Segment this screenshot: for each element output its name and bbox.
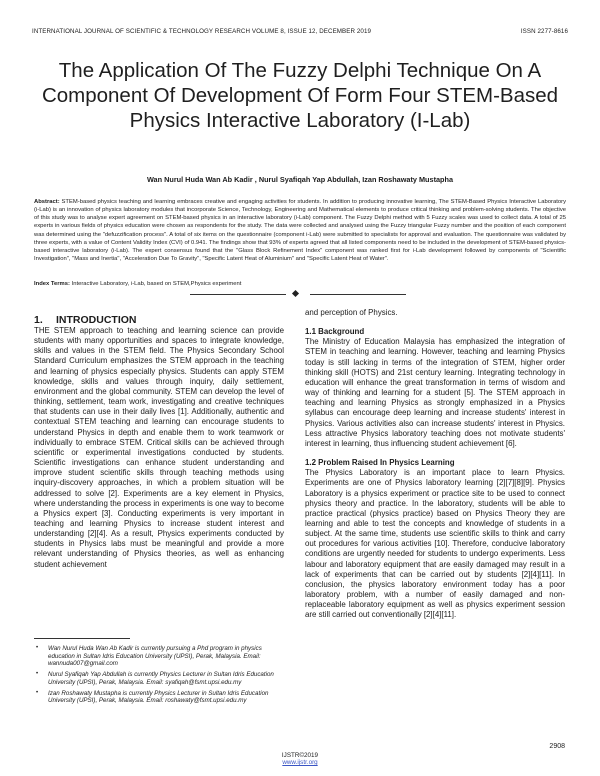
index-terms-label: Index Terms: [34,281,70,287]
footnote-item [34,671,286,686]
page-footer [0,752,600,767]
subsection-heading-background: 1.1 Background [305,327,365,337]
author-footnotes [34,645,286,708]
intro-paragraph: THE STEM approach to teaching and learning science can provide students with many opportunities and spaces to integrate knowledge, skills and values in the STEM field. The Physics Secondary School Standard Curriculum emphasizes the STEM approach in the teaching and learning of physics especially physics. Students can apply STEM knowledge, skills and values through inquiry, daily settlement, environment and the global community. STEM can develop the level of thinking, settlement, team work, investigating and creative techniques that students can use in their daily lives [1]. Additionally, authentic and contextual STEM teaching and learning can encourage students to understand Physics in depth and enable them to work teamwork or individually to embrace STEM. Critical skills can be achieved through scientific or experimental investigations conducted by students. Scientific investigations can enhance student understanding and improve student scientific skills through teaching methods using inquiry-discovery approaches, in which a problem situation will be addressed to solve [2]. Experiments are a key element in Physics, where understanding the process in experiments is one way to become a Physics expert [3]. Conducting experiments is very important in teaching and learning Physics to increase student interest and understanding [2][4]. As a result, Physics experiments conducted by students in Physics labs must be meaningful and provide a more relevant understanding of Physics theories, as well as enhancing student achievement [34,326,284,569]
footnote-email: Email: wannuda007@gmail.com [48,652,261,668]
author-list: Wan Nurul Huda Wan Ab Kadir , Nurul Syafiqah Yap Abdullah, Izan Roshawaty Mustapha [146,175,454,184]
footnote-rule [34,638,130,639]
divider-line-right [310,294,406,295]
section-heading-introduction [34,314,137,326]
footnote-item [34,645,286,668]
journal-copyright: IJSTR©2019 [281,752,319,759]
journal-website-link[interactable]: www.ijstr.org [282,759,318,767]
intro-paragraph-continued: and perception of Physics. [305,308,398,317]
bullet-icon: • [36,645,39,651]
bullet-icon: • [36,671,39,678]
page-number: 2908 [549,743,565,750]
footnote-text: Nurul Syafiqah Yap Abdullah is currently Physics Lecturer in Sultan Idris Education University (UPSI), Perak, Malaysia. Email: [48,671,274,686]
divider-line-left [190,294,286,295]
index-terms [34,280,566,288]
problem-paragraph: The Physics Laboratory is an important place to learn Physics. Experiments are one of Physics laboratory learning [2][7][8][9]. Physics Laboratory is a physics experiment or practice site to be used to connect physics theory and practice. In the laboratory, students will be able to practice practical (physics practice) based on Physics Theory they are learning and able to test the concepts and knowledge of students in a subject. At the same time, students use scientific skills to think and carry out procedures for various activities [10]. Therefore, conducive laboratory conditions are urgently needed for students to undergo experiments. Less labour and laboratory equipment that are easily damaged may result in a lack of experiments that can be carried out by students [2][4][11]. In conclusion, the physics laboratory environment today has a poor laboratory problem, with a number of easily damaged and non-replaceable laboratory equipment as well as physics experiment session are still carried out conventionally [2][4][11]. [305,468,565,620]
left-column [34,326,284,570]
footnote-text: Izan Roshawaty Mustapha is currently Physics Lecturer in Sultan Idris Education University (UPSI), Perak, Malaysia. [48,689,269,705]
running-header [32,28,568,38]
footnote-text: Wan Nurul Huda Wan Ab Kadir is currently pursuing a Phd program in physics education in Sultan Idris Education University (UPSI), Perak, Malaysia. [48,645,262,660]
diamond-ornament-icon [292,289,299,296]
section-number: 1. [34,314,43,326]
right-column [305,308,565,621]
abstract-text: STEM-based physics teaching and learning embraces creative and engaging activities for students. In addition to producing innovative learning, The STEM-Based Physics Interactive Laboratory (i-Lab) is an innovation of physics laboratory modules that incorporate Science, Technology, Engineering and Mathematical elements to produce critical thinking and problem-solving students. The objective of this study was to analyse expert agreement on STEM-based physics in an interactive laboratory (i-Lab) component. The Fuzzy Delphi method with 5 Fuzzy scales was used to collect data. A total of 25 experts in various fields of physics education were chosen as respondents for the study. The data were collected and analysed using the Fuzzy triangular Fuzzy number and the position of each component was determined using the "defuzzification process". A total of six items on the questionnaire (component i-Lab) were submitted to specialists for approval and evaluation. The questionnaire was validated by three experts, with a value of Content Validity Index (CVI) of 0.941. The findings show that 93% of experts agreed that all listed components need to be included in the development of STEM-based physics-based interactive laboratory (i-Lab). The expert consensus found that the "Glass Block Refinement Index" component was ranked first for i-Lab development followed by components of "Scientific Investigation", "Mass and Inertia", "Acceleration Due To Gravity", "Specific Latent Heat of Aluminium" and "Specific Latent Heat of Water". [34,199,566,263]
footnote-email: Email: roshawaty@fsmt.upsi.edu.my [146,697,247,705]
index-terms-text: Interactive Laboratory, i-Lab, based on STEM,Physics experiment [69,281,242,287]
journal-name: INTERNATIONAL JOURNAL OF SCIENTIFIC & TECHNOLOGY RESEARCH VOLUME 8, ISSUE 12, DECEMBER 2019 [32,28,372,35]
footnote-item [34,690,286,705]
bullet-icon: • [36,689,39,696]
section-title: INTRODUCTION [56,314,137,326]
abstract-label: Abstract: [34,199,60,205]
abstract [34,198,566,263]
paper-title: The Application Of The Fuzzy Delphi Technique On A Component Of Development Of Form Four STEM-Based Physics Interactive Laboratory (I-Lab) [41,59,559,132]
section-divider [190,290,406,298]
issn: ISSN 2277-8616 [520,28,568,35]
footnote-email: syafiqah@fsmt.upsi.edu.my [165,678,242,686]
background-paragraph: The Ministry of Education Malaysia has emphasized the integration of STEM in teaching and learning. However, teaching and learning Physics today is still lacking in terms of the integration of STEM, higher order thinking skill (HOTS) and 21st century learning. Integrating technology in education will enhance the great transformation in terms of wisdom and way of thinking and learning for a student [5]. The STEM approach in teaching and learning Physics as strongly emphasized in a Physics syllabus can encourage deep learning and increase students' interest in Physics. Various activities also can increase students' interest in Physics. Less attractive Physics laboratory teaching does not motivate students' interest in learning, thus influencing student achievement [6]. [305,337,565,448]
subsection-heading-problem: 1.2 Problem Raised In Physics Learning [305,458,455,468]
